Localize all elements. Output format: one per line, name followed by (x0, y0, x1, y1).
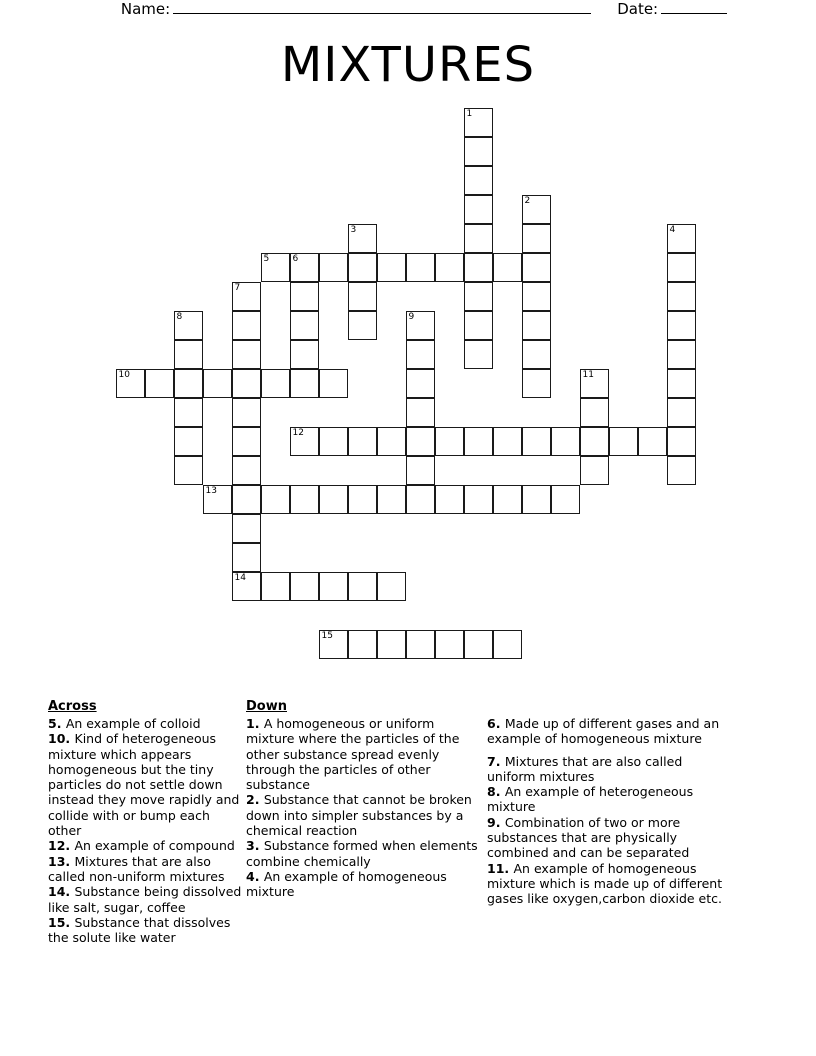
clue-number: 9. (487, 814, 505, 830)
crossword-cell[interactable] (406, 340, 435, 369)
clue-number: 7. (487, 753, 505, 769)
cell-number: 10 (118, 370, 130, 380)
crossword-cell[interactable] (261, 485, 290, 514)
down-heading: Down (246, 699, 287, 714)
clue-text: Substance being dissolved like salt, sugar, coffee (48, 884, 242, 915)
crossword-cell[interactable] (551, 485, 580, 514)
clue-item (246, 869, 482, 900)
cell-number: 2 (524, 196, 531, 206)
page-title: MIXTURES (280, 37, 536, 93)
crossword-cell[interactable] (203, 369, 232, 398)
clue-item (487, 861, 732, 907)
clue-text: Substance that cannot be broken down into simpler substances by a chemical reaction (246, 792, 472, 839)
clue-text: Kind of heterogeneous mixture which appears homogeneous but the tiny particles do not settle down instead they move rapidly and collide with or bump each other (48, 731, 240, 839)
clue-text: Substance formed when elements combine chemically (246, 838, 478, 869)
crossword-cell[interactable] (609, 427, 638, 456)
crossword-cell[interactable] (522, 253, 551, 282)
crossword-cell[interactable] (522, 195, 551, 224)
crossword-cell[interactable] (174, 369, 203, 398)
crossword-cell[interactable] (348, 485, 377, 514)
crossword-cell[interactable] (174, 398, 203, 427)
crossword-cell[interactable] (464, 311, 493, 340)
crossword-cell[interactable] (348, 253, 377, 282)
clue-item (48, 854, 242, 885)
crossword-cell[interactable] (464, 630, 493, 659)
clue-number: 10. (48, 731, 75, 747)
cell-number: 9 (408, 312, 415, 322)
down-continued-clue-list (487, 716, 732, 907)
across-heading: Across (48, 699, 97, 714)
clues-column-down (242, 698, 482, 900)
crossword-cell[interactable] (580, 398, 609, 427)
crossword-cell[interactable] (435, 485, 464, 514)
crossword-cell[interactable] (464, 427, 493, 456)
crossword-cell[interactable] (319, 427, 348, 456)
crossword-cell[interactable] (116, 369, 145, 398)
crossword-cell[interactable] (377, 572, 406, 601)
clue-text: An example of homogeneous mixture (246, 868, 447, 900)
crossword-cell[interactable] (232, 514, 261, 543)
crossword-cell[interactable] (667, 456, 696, 485)
cell-number: 13 (205, 486, 217, 496)
crossword-cell[interactable] (290, 369, 319, 398)
date-label: Date: (617, 0, 659, 18)
crossword-cell[interactable] (580, 456, 609, 485)
crossword-cell[interactable] (290, 253, 319, 282)
crossword-cell[interactable] (580, 369, 609, 398)
clue-text: Substance that dissolves the solute like water (48, 914, 231, 946)
crossword-cell[interactable] (464, 224, 493, 253)
crossword-cell[interactable] (290, 282, 319, 311)
crossword-cell[interactable] (667, 282, 696, 311)
crossword-cell[interactable] (348, 282, 377, 311)
crossword-cell[interactable] (522, 340, 551, 369)
crossword-cell[interactable] (667, 369, 696, 398)
cell-number: 1 (466, 109, 473, 119)
crossword-cell[interactable] (203, 485, 232, 514)
crossword-cell[interactable] (464, 137, 493, 166)
crossword-cell[interactable] (348, 572, 377, 601)
clue-number: 12. (48, 838, 75, 854)
clue-number: 1. (246, 716, 264, 731)
crossword-cell[interactable] (348, 427, 377, 456)
crossword-cell[interactable] (290, 340, 319, 369)
clues-column-down-continued (482, 698, 732, 907)
crossword-cell[interactable] (319, 485, 348, 514)
crossword-cell[interactable] (232, 543, 261, 572)
clue-number: 5. (48, 716, 66, 731)
crossword-cell[interactable] (667, 253, 696, 282)
crossword-cell[interactable] (348, 311, 377, 340)
clue-text: An example of homogeneous mixture which is made up of different gases like oxygen,carbon dioxide etc. (487, 860, 723, 907)
crossword-cell[interactable] (667, 224, 696, 253)
crossword-cell[interactable] (290, 572, 319, 601)
crossword-cell[interactable] (232, 340, 261, 369)
crossword-cell[interactable] (493, 253, 522, 282)
clue-item (487, 784, 732, 815)
clue-number: 15. (48, 914, 75, 930)
crossword-cell[interactable] (232, 572, 261, 601)
crossword-cell[interactable] (232, 456, 261, 485)
crossword-cell[interactable] (667, 340, 696, 369)
crossword-cell[interactable] (406, 485, 435, 514)
crossword-cell[interactable] (464, 166, 493, 195)
clue-item (246, 838, 482, 869)
cell-number: 4 (669, 225, 676, 235)
crossword-cell[interactable] (522, 485, 551, 514)
crossword-cell[interactable] (638, 427, 667, 456)
crossword-cell[interactable] (377, 427, 406, 456)
cell-number: 7 (234, 283, 241, 293)
crossword-cell[interactable] (493, 630, 522, 659)
clue-text: Made up of different gases and an example of homogeneous mixture (487, 716, 720, 747)
clue-item (246, 792, 482, 838)
crossword-cell[interactable] (377, 630, 406, 659)
crossword-cell[interactable] (580, 427, 609, 456)
crossword-cell[interactable] (232, 398, 261, 427)
clue-item (48, 884, 242, 915)
cell-number: 14 (234, 573, 246, 583)
crossword-cell[interactable] (464, 108, 493, 137)
crossword-cell[interactable] (406, 253, 435, 282)
crossword-cell[interactable] (406, 630, 435, 659)
clues-column-across (0, 698, 242, 945)
cell-number: 5 (263, 254, 270, 264)
clue-text: Mixtures that are also called uniform mixtures (487, 753, 683, 784)
crossword-cell[interactable] (232, 369, 261, 398)
clue-number: 14. (48, 884, 75, 900)
clue-text: Combination of two or more substances that are physically combined and can be separated (487, 814, 690, 861)
crossword-cell[interactable] (261, 253, 290, 282)
cell-number: 12 (292, 428, 304, 438)
crossword-cell[interactable] (290, 485, 319, 514)
crossword-cell[interactable] (493, 427, 522, 456)
clue-item (48, 731, 242, 838)
crossword-cell[interactable] (551, 427, 580, 456)
crossword-cell[interactable] (232, 311, 261, 340)
crossword-cell[interactable] (435, 427, 464, 456)
clue-item (487, 716, 732, 747)
name-label: Name: (120, 0, 171, 18)
crossword-cell[interactable] (348, 224, 377, 253)
crossword-cell[interactable] (406, 456, 435, 485)
crossword-cell[interactable] (522, 427, 551, 456)
crossword-cell[interactable] (290, 427, 319, 456)
clue-text: An example of compound (74, 838, 235, 854)
crossword-cell[interactable] (290, 311, 319, 340)
clue-number: 2. (246, 792, 264, 808)
clue-text: An example of colloid (65, 716, 201, 731)
clue-number: 3. (246, 838, 264, 854)
clue-item (48, 716, 242, 731)
crossword-cell[interactable] (174, 340, 203, 369)
crossword-cell[interactable] (174, 311, 203, 340)
crossword-cell[interactable] (348, 630, 377, 659)
crossword-cell[interactable] (406, 311, 435, 340)
clue-number: 11. (487, 860, 514, 876)
crossword-cell[interactable] (522, 224, 551, 253)
crossword-cell[interactable] (667, 427, 696, 456)
crossword-cell[interactable] (261, 369, 290, 398)
crossword-cell[interactable] (464, 485, 493, 514)
crossword-cell[interactable] (464, 195, 493, 224)
crossword-cell[interactable] (406, 427, 435, 456)
crossword-cell[interactable] (232, 485, 261, 514)
crossword-cell[interactable] (377, 253, 406, 282)
across-clue-list (48, 716, 242, 945)
clue-number: 13. (48, 853, 75, 869)
crossword-cell[interactable] (232, 282, 261, 311)
crossword-cell[interactable] (145, 369, 174, 398)
crossword-cell[interactable] (377, 485, 406, 514)
crossword-cell[interactable] (667, 311, 696, 340)
crossword-cell[interactable] (261, 572, 290, 601)
crossword-cell[interactable] (319, 630, 348, 659)
crossword-cell[interactable] (464, 253, 493, 282)
crossword-cell[interactable] (174, 456, 203, 485)
crossword-cell[interactable] (319, 369, 348, 398)
cell-number: 11 (582, 370, 594, 380)
cell-number: 3 (350, 225, 357, 235)
clue-number: 6. (487, 716, 505, 731)
crossword-cell[interactable] (319, 253, 348, 282)
clue-item (48, 915, 242, 946)
cell-number: 6 (292, 254, 299, 264)
crossword-cell[interactable] (522, 311, 551, 340)
clue-item (487, 815, 732, 861)
crossword-cell[interactable] (319, 572, 348, 601)
clue-item (487, 754, 732, 785)
clue-item (48, 838, 242, 853)
cell-number: 8 (176, 312, 183, 322)
crossword-cell[interactable] (174, 427, 203, 456)
clue-number: 4. (246, 868, 264, 884)
crossword-cell[interactable] (493, 485, 522, 514)
down-clue-list (246, 716, 482, 900)
clues-section (0, 698, 816, 945)
crossword-cell[interactable] (406, 398, 435, 427)
clue-number: 8. (487, 784, 505, 800)
crossword-cell[interactable] (435, 253, 464, 282)
crossword-cell[interactable] (464, 282, 493, 311)
crossword-cell[interactable] (522, 369, 551, 398)
clue-text: An example of heterogeneous mixture (487, 784, 694, 815)
crossword-cell[interactable] (464, 340, 493, 369)
clue-text: Mixtures that are also called non-uniform mixtures (48, 853, 225, 884)
clue-text: A homogeneous or uniform mixture where the particles of the other substance spread evenly through the particles of other substance (246, 716, 460, 793)
crossword-cell[interactable] (667, 398, 696, 427)
crossword-cell[interactable] (232, 427, 261, 456)
clue-item (246, 716, 482, 792)
crossword-cell[interactable] (435, 630, 464, 659)
crossword-cell[interactable] (406, 369, 435, 398)
cell-number: 15 (321, 631, 333, 641)
crossword-cell[interactable] (522, 282, 551, 311)
